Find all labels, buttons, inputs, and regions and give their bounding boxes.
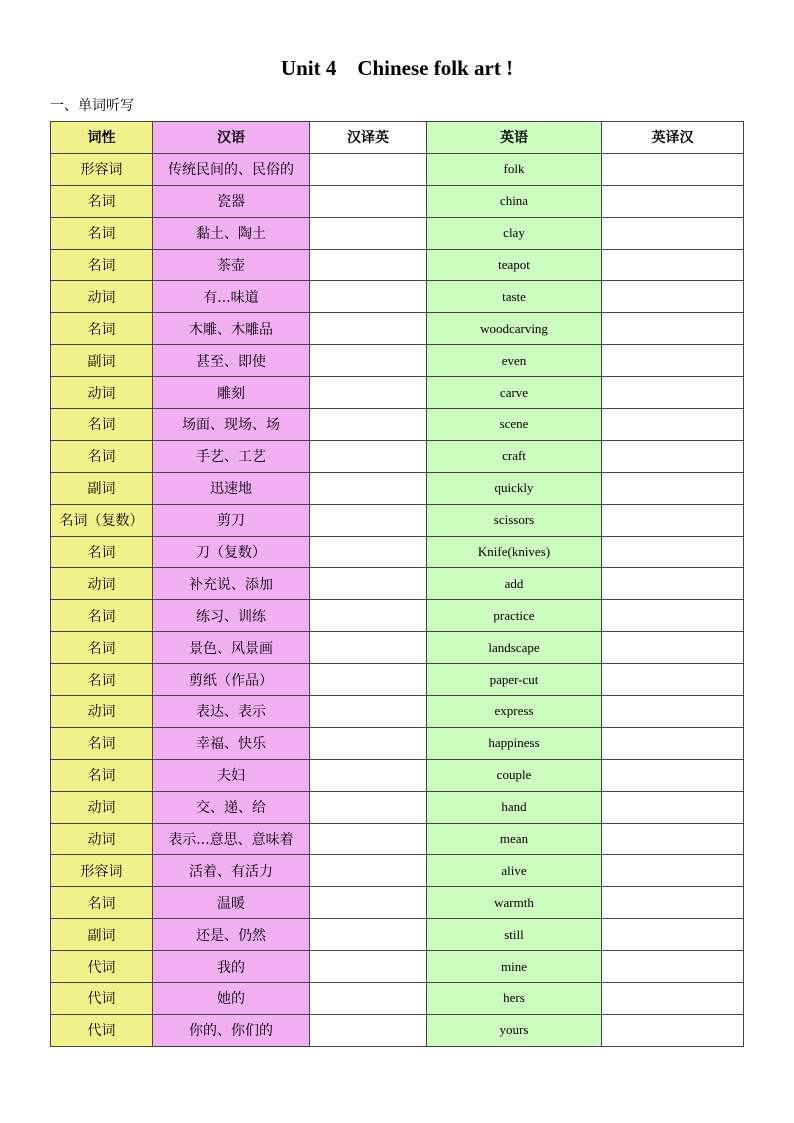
part-of-speech-cell: 动词 [51, 791, 153, 823]
part-of-speech-cell: 名词 [51, 632, 153, 664]
english-cell: mean [427, 823, 602, 855]
part-of-speech-cell: 形容词 [51, 153, 153, 185]
chinese-to-english-answer-cell[interactable] [310, 377, 427, 409]
english-cell: taste [427, 281, 602, 313]
part-of-speech-cell: 名词 [51, 727, 153, 759]
english-to-chinese-answer-cell[interactable] [602, 536, 744, 568]
table-row [51, 887, 744, 919]
english-cell: yours [427, 1014, 602, 1046]
part-of-speech-cell: 代词 [51, 1014, 153, 1046]
table-row [51, 409, 744, 441]
chinese-to-english-answer-cell[interactable] [310, 855, 427, 887]
english-to-chinese-answer-cell[interactable] [602, 919, 744, 951]
table-row [51, 217, 744, 249]
english-cell: still [427, 919, 602, 951]
table-header-row [51, 122, 744, 154]
english-to-chinese-answer-cell[interactable] [602, 313, 744, 345]
english-to-chinese-answer-cell[interactable] [602, 951, 744, 983]
english-cell: scissors [427, 504, 602, 536]
chinese-cell: 剪刀 [153, 504, 310, 536]
table-row [51, 377, 744, 409]
header-english: 英语 [427, 122, 602, 154]
chinese-to-english-answer-cell[interactable] [310, 696, 427, 728]
chinese-to-english-answer-cell[interactable] [310, 568, 427, 600]
chinese-to-english-answer-cell[interactable] [310, 983, 427, 1015]
english-to-chinese-answer-cell[interactable] [602, 217, 744, 249]
english-to-chinese-answer-cell[interactable] [602, 440, 744, 472]
chinese-cell: 木雕、木雕品 [153, 313, 310, 345]
chinese-cell: 传统民间的、民俗的 [153, 153, 310, 185]
header-english-to-chinese: 英译汉 [602, 122, 744, 154]
chinese-to-english-answer-cell[interactable] [310, 153, 427, 185]
table-row [51, 696, 744, 728]
chinese-cell: 你的、你们的 [153, 1014, 310, 1046]
chinese-cell: 黏土、陶土 [153, 217, 310, 249]
english-cell: paper-cut [427, 664, 602, 696]
chinese-cell: 活着、有活力 [153, 855, 310, 887]
chinese-to-english-answer-cell[interactable] [310, 951, 427, 983]
table-row [51, 632, 744, 664]
english-to-chinese-answer-cell[interactable] [602, 281, 744, 313]
chinese-cell: 刀（复数） [153, 536, 310, 568]
header-part-of-speech: 词性 [51, 122, 153, 154]
part-of-speech-cell: 副词 [51, 472, 153, 504]
english-cell: china [427, 185, 602, 217]
page-title: Unit 4 Chinese folk art ! [280, 56, 514, 80]
part-of-speech-cell: 副词 [51, 345, 153, 377]
english-to-chinese-answer-cell[interactable] [602, 153, 744, 185]
chinese-to-english-answer-cell[interactable] [310, 887, 427, 919]
english-cell: express [427, 696, 602, 728]
table-row [51, 153, 744, 185]
section-label: 一、单词听写 [50, 98, 134, 114]
english-cell: alive [427, 855, 602, 887]
chinese-cell: 景色、风景画 [153, 632, 310, 664]
chinese-to-english-answer-cell[interactable] [310, 345, 427, 377]
vocabulary-table [50, 121, 744, 1047]
english-cell: quickly [427, 472, 602, 504]
table-row [51, 313, 744, 345]
chinese-cell: 表示...意思、意味着 [153, 823, 310, 855]
chinese-cell: 手艺、工艺 [153, 440, 310, 472]
part-of-speech-cell: 动词 [51, 696, 153, 728]
part-of-speech-cell: 动词 [51, 568, 153, 600]
part-of-speech-cell: 副词 [51, 919, 153, 951]
chinese-to-english-answer-cell[interactable] [310, 919, 427, 951]
table-row [51, 568, 744, 600]
table-body [51, 153, 744, 1046]
english-to-chinese-answer-cell[interactable] [602, 504, 744, 536]
chinese-cell: 甚至、即使 [153, 345, 310, 377]
english-to-chinese-answer-cell[interactable] [602, 855, 744, 887]
english-cell: Knife(knives) [427, 536, 602, 568]
english-to-chinese-answer-cell[interactable] [602, 887, 744, 919]
english-to-chinese-answer-cell[interactable] [602, 472, 744, 504]
english-to-chinese-answer-cell[interactable] [602, 791, 744, 823]
table-row [51, 983, 744, 1015]
table-row [51, 664, 744, 696]
chinese-to-english-answer-cell[interactable] [310, 440, 427, 472]
part-of-speech-cell: 动词 [51, 377, 153, 409]
english-to-chinese-answer-cell[interactable] [602, 664, 744, 696]
chinese-cell: 温暖 [153, 887, 310, 919]
chinese-cell: 她的 [153, 983, 310, 1015]
table-row [51, 185, 744, 217]
chinese-to-english-answer-cell[interactable] [310, 185, 427, 217]
chinese-cell: 场面、现场、场 [153, 409, 310, 441]
chinese-cell: 表达、表示 [153, 696, 310, 728]
english-to-chinese-answer-cell[interactable] [602, 377, 744, 409]
table-row [51, 919, 744, 951]
english-to-chinese-answer-cell[interactable] [602, 345, 744, 377]
part-of-speech-cell: 名词 [51, 409, 153, 441]
table-row [51, 1014, 744, 1046]
part-of-speech-cell: 名词 [51, 536, 153, 568]
table-row [51, 440, 744, 472]
english-cell: practice [427, 600, 602, 632]
part-of-speech-cell: 代词 [51, 951, 153, 983]
chinese-cell: 夫妇 [153, 759, 310, 791]
part-of-speech-cell: 代词 [51, 983, 153, 1015]
chinese-to-english-answer-cell[interactable] [310, 664, 427, 696]
english-to-chinese-answer-cell[interactable] [602, 696, 744, 728]
english-to-chinese-answer-cell[interactable] [602, 983, 744, 1015]
chinese-cell: 还是、仍然 [153, 919, 310, 951]
english-to-chinese-answer-cell[interactable] [602, 600, 744, 632]
chinese-cell: 补充说、添加 [153, 568, 310, 600]
chinese-to-english-answer-cell[interactable] [310, 791, 427, 823]
english-to-chinese-answer-cell[interactable] [602, 759, 744, 791]
part-of-speech-cell: 名词 [51, 440, 153, 472]
english-to-chinese-answer-cell[interactable] [602, 1014, 744, 1046]
chinese-cell: 幸福、快乐 [153, 727, 310, 759]
part-of-speech-cell: 名词（复数） [51, 504, 153, 536]
part-of-speech-cell: 动词 [51, 281, 153, 313]
english-cell: happiness [427, 727, 602, 759]
table-row [51, 791, 744, 823]
english-cell: hers [427, 983, 602, 1015]
header-chinese: 汉语 [153, 122, 310, 154]
chinese-to-english-answer-cell[interactable] [310, 313, 427, 345]
table-row [51, 951, 744, 983]
chinese-to-english-answer-cell[interactable] [310, 217, 427, 249]
chinese-to-english-answer-cell[interactable] [310, 472, 427, 504]
english-cell: woodcarving [427, 313, 602, 345]
english-to-chinese-answer-cell[interactable] [602, 568, 744, 600]
chinese-cell: 迅速地 [153, 472, 310, 504]
table-row [51, 759, 744, 791]
chinese-to-english-answer-cell[interactable] [310, 727, 427, 759]
english-cell: warmth [427, 887, 602, 919]
part-of-speech-cell: 名词 [51, 887, 153, 919]
chinese-cell: 交、递、给 [153, 791, 310, 823]
chinese-to-english-answer-cell[interactable] [310, 600, 427, 632]
english-cell: folk [427, 153, 602, 185]
english-cell: craft [427, 440, 602, 472]
header-chinese-to-english: 汉译英 [310, 122, 427, 154]
english-to-chinese-answer-cell[interactable] [602, 409, 744, 441]
table-row [51, 600, 744, 632]
chinese-to-english-answer-cell[interactable] [310, 823, 427, 855]
part-of-speech-cell: 名词 [51, 759, 153, 791]
english-to-chinese-answer-cell[interactable] [602, 185, 744, 217]
english-cell: add [427, 568, 602, 600]
part-of-speech-cell: 名词 [51, 664, 153, 696]
english-cell: carve [427, 377, 602, 409]
english-cell: teapot [427, 249, 602, 281]
chinese-cell: 雕刻 [153, 377, 310, 409]
chinese-to-english-answer-cell[interactable] [310, 409, 427, 441]
english-to-chinese-answer-cell[interactable] [602, 632, 744, 664]
english-to-chinese-answer-cell[interactable] [602, 823, 744, 855]
table-row [51, 281, 744, 313]
part-of-speech-cell: 名词 [51, 185, 153, 217]
part-of-speech-cell: 名词 [51, 600, 153, 632]
chinese-to-english-answer-cell[interactable] [310, 1014, 427, 1046]
table-row [51, 536, 744, 568]
part-of-speech-cell: 名词 [51, 313, 153, 345]
chinese-cell: 瓷器 [153, 185, 310, 217]
chinese-cell: 练习、训练 [153, 600, 310, 632]
english-cell: mine [427, 951, 602, 983]
chinese-to-english-answer-cell[interactable] [310, 281, 427, 313]
table-row [51, 249, 744, 281]
chinese-to-english-answer-cell[interactable] [310, 504, 427, 536]
part-of-speech-cell: 名词 [51, 249, 153, 281]
part-of-speech-cell: 形容词 [51, 855, 153, 887]
english-cell: couple [427, 759, 602, 791]
chinese-cell: 剪纸（作品） [153, 664, 310, 696]
chinese-to-english-answer-cell[interactable] [310, 536, 427, 568]
english-cell: even [427, 345, 602, 377]
english-cell: landscape [427, 632, 602, 664]
english-to-chinese-answer-cell[interactable] [602, 249, 744, 281]
chinese-to-english-answer-cell[interactable] [310, 249, 427, 281]
table-row [51, 727, 744, 759]
part-of-speech-cell: 名词 [51, 217, 153, 249]
english-to-chinese-answer-cell[interactable] [602, 727, 744, 759]
chinese-cell: 茶壶 [153, 249, 310, 281]
english-cell: hand [427, 791, 602, 823]
chinese-cell: 我的 [153, 951, 310, 983]
part-of-speech-cell: 动词 [51, 823, 153, 855]
chinese-to-english-answer-cell[interactable] [310, 632, 427, 664]
chinese-to-english-answer-cell[interactable] [310, 759, 427, 791]
table-row [51, 823, 744, 855]
english-cell: clay [427, 217, 602, 249]
table-row [51, 855, 744, 887]
table-row [51, 345, 744, 377]
english-cell: scene [427, 409, 602, 441]
chinese-cell: 有...味道 [153, 281, 310, 313]
table-row [51, 472, 744, 504]
table-row [51, 504, 744, 536]
